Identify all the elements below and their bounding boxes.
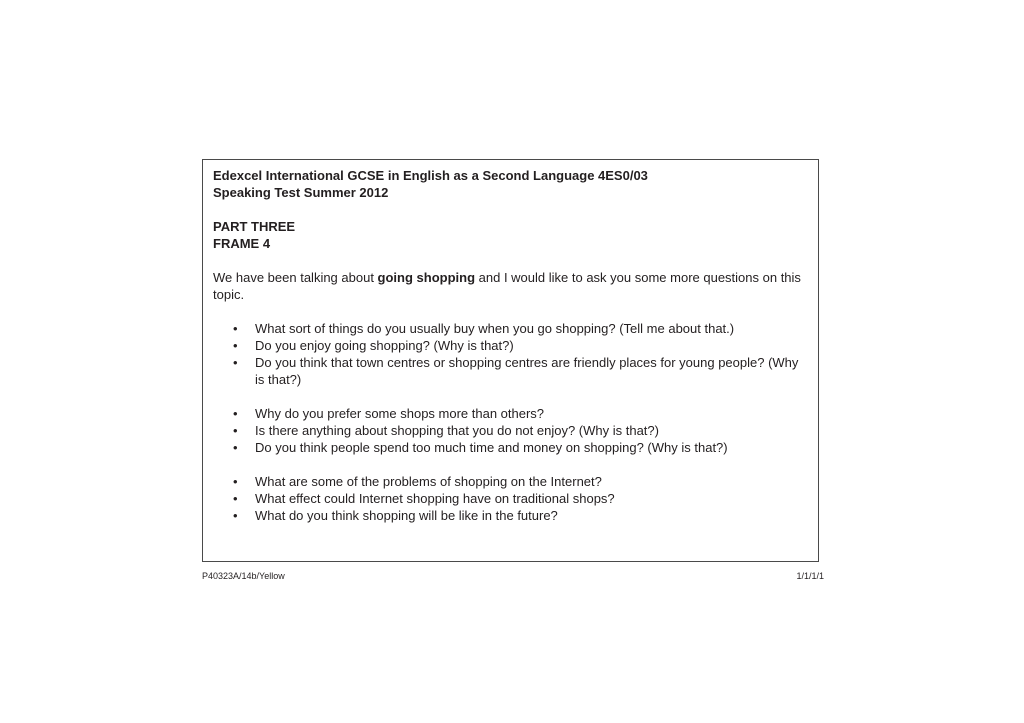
frame-heading: FRAME 4 — [213, 236, 271, 251]
bullet-icon: • — [233, 355, 238, 370]
speaking-test-frame — [202, 159, 819, 562]
question-item — [233, 337, 804, 354]
spacer — [213, 456, 804, 473]
intro-text-after: and I would like to ask you some more questions on this topic. — [213, 270, 801, 302]
question-item — [233, 473, 804, 490]
paper-code: P40323A/14b/Yellow — [202, 571, 285, 581]
question-text: What are some of the problems of shopping on the Internet? — [255, 474, 602, 489]
bullet-icon: • — [233, 508, 238, 523]
question-text: Do you think that town centres or shopping centres are friendly places for young people? (Why is that?) — [255, 355, 799, 387]
question-text: Is there anything about shopping that you do not enjoy? (Why is that?) — [255, 423, 659, 438]
test-session-title: Speaking Test Summer 2012 — [213, 185, 389, 200]
spacer — [213, 388, 804, 405]
question-item — [233, 320, 804, 337]
question-group-2 — [213, 405, 804, 456]
frame-content — [213, 167, 804, 524]
page-reference: 1/1/1/1 — [796, 571, 824, 581]
bullet-icon: • — [233, 321, 238, 336]
question-text: Why do you prefer some shops more than others? — [255, 406, 545, 421]
question-item — [233, 490, 804, 507]
spacer — [213, 201, 804, 218]
part-heading: PART THREE — [213, 219, 296, 234]
question-item — [233, 439, 804, 456]
intro-text-before: We have been talking about — [213, 270, 378, 285]
bullet-icon: • — [233, 338, 238, 353]
question-item — [233, 354, 804, 388]
bullet-icon: • — [233, 423, 238, 438]
question-item — [233, 507, 804, 524]
question-text: What sort of things do you usually buy when you go shopping? (Tell me about that.) — [255, 321, 735, 336]
question-text: Do you think people spend too much time and money on shopping? (Why is that?) — [255, 440, 728, 455]
question-text: Do you enjoy going shopping? (Why is that?) — [255, 338, 514, 353]
intro-paragraph — [213, 269, 804, 303]
qualification-title: Edexcel International GCSE in English as a Second Language 4ES0/03 — [213, 168, 648, 183]
question-text: What effect could Internet shopping have on traditional shops? — [255, 491, 615, 506]
bullet-icon: • — [233, 474, 238, 489]
question-item — [233, 405, 804, 422]
spacer — [213, 252, 804, 269]
question-text: What do you think shopping will be like in the future? — [255, 508, 558, 523]
spacer — [213, 303, 804, 320]
intro-topic: going shopping — [377, 270, 476, 285]
question-item — [233, 422, 804, 439]
bullet-icon: • — [233, 491, 238, 506]
question-group-3 — [213, 473, 804, 524]
bullet-icon: • — [233, 406, 238, 421]
question-group-1 — [213, 320, 804, 388]
bullet-icon: • — [233, 440, 238, 455]
